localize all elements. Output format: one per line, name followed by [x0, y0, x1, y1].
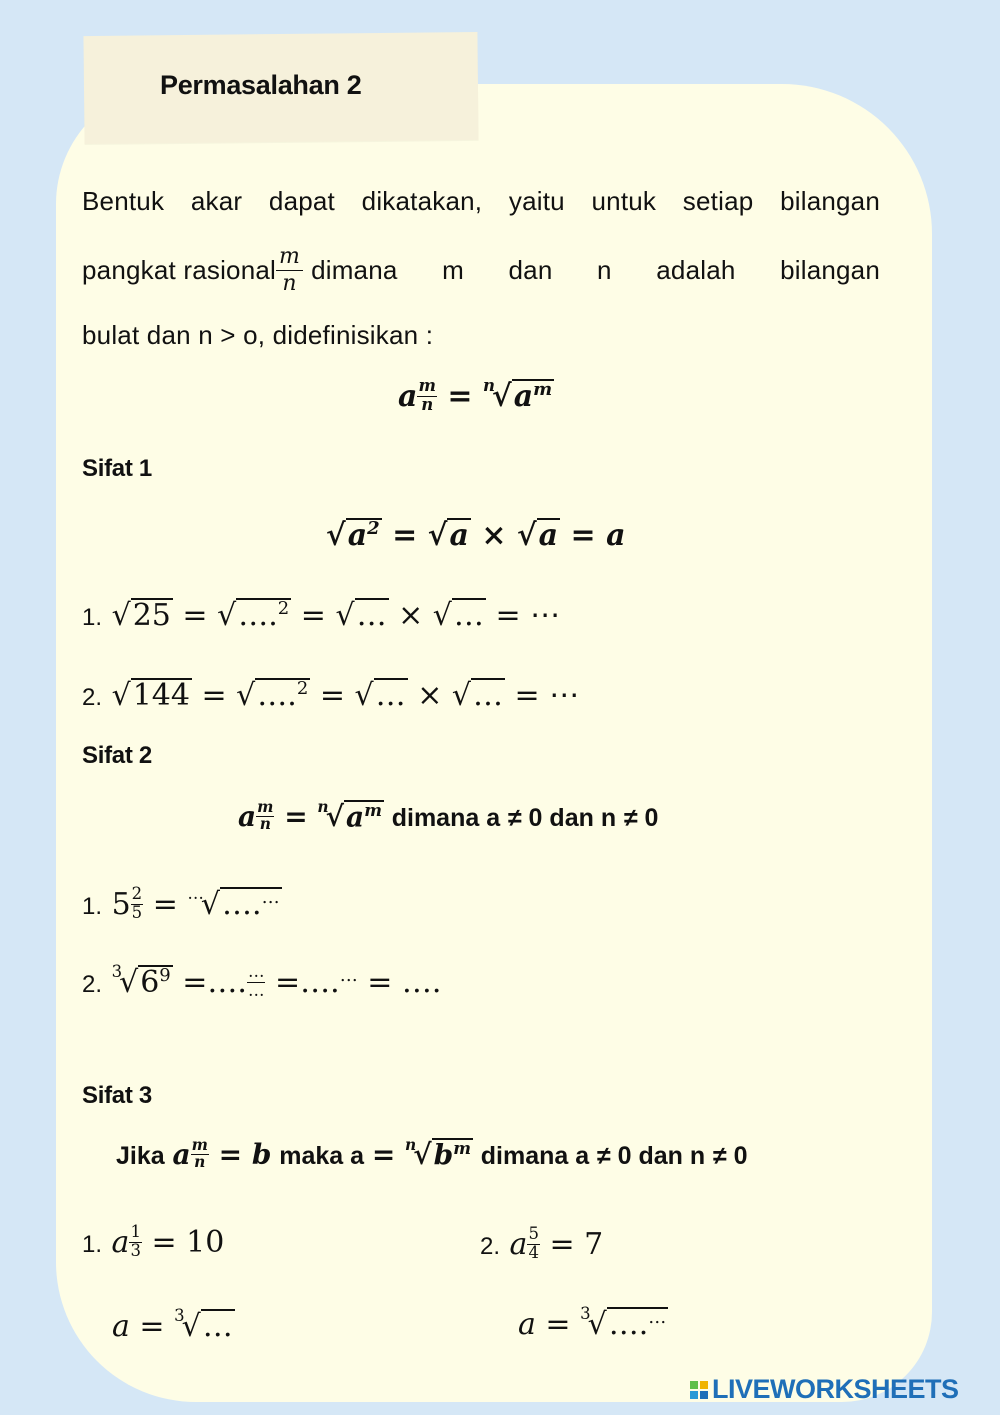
sifat-1-formula: $√a^2 = √a \times √a = a$ [326, 518, 626, 553]
intro-line-3: bulat dan n > o, didefinisikan : [82, 320, 434, 350]
sifat-2-heading: Sifat 2 [82, 742, 152, 769]
intro-fraction: $\frac{m}{n}$ [276, 246, 303, 295]
sifat-3-example-2: 2. a $\frac{5}{4}$ = 7 [480, 1224, 604, 1262]
liveworksheets-icon [690, 1381, 708, 1399]
liveworksheets-logo: LIVEWORKSHEETS [690, 1374, 959, 1405]
page-title: Permasalahan 2 [160, 70, 362, 100]
intro-line-2-pre: pangkat rasional [82, 255, 276, 285]
sifat-1-example-1: 1. √25 = √….$^2$ = √… × √… = ⋯ [82, 598, 561, 633]
intro-line-2 [82, 246, 880, 295]
intro-line-2-post: dimana m dan n adalah bilangan [311, 255, 880, 285]
sifat-1-example-2: 2. √144 = √….$^2$ = √… × √… = ⋯ [82, 678, 580, 713]
sifat-3-example-1: 1. a $\frac{1}{3}$ = 10 [82, 1222, 225, 1260]
sifat-3-example-1-answer: a = $^3$√… [112, 1306, 233, 1344]
sifat-1-heading: Sifat 1 [82, 455, 152, 482]
intro-line-1: Bentuk akar dapat dikatakan, yaitu untuk setiap bilangan [82, 186, 880, 216]
definition-formula: a $\frac{m}{n}$ = $^n√a^m$ [398, 376, 553, 414]
sifat-3-formula: Jika a $\frac{m}{n}$ = b maka $a = ^n√b^m$ dimana a ≠ 0 dan n ≠ 0 [116, 1136, 748, 1172]
sifat-3-heading: Sifat 3 [82, 1082, 152, 1109]
sifat-2-example-2: 2. $^3√6^9$ =…. … … =….… = …. [82, 962, 442, 1000]
sifat-3-example-2-answer: a = $^3$√….… [518, 1304, 667, 1342]
sifat-2-example-1: 1. 5 $\frac{2}{5}$ = …√….… [82, 884, 280, 922]
sifat-2-formula: a $\frac{m}{n}$ = $^n√a^m$ dimana a ≠ 0 dan n ≠ 0 [238, 798, 659, 834]
